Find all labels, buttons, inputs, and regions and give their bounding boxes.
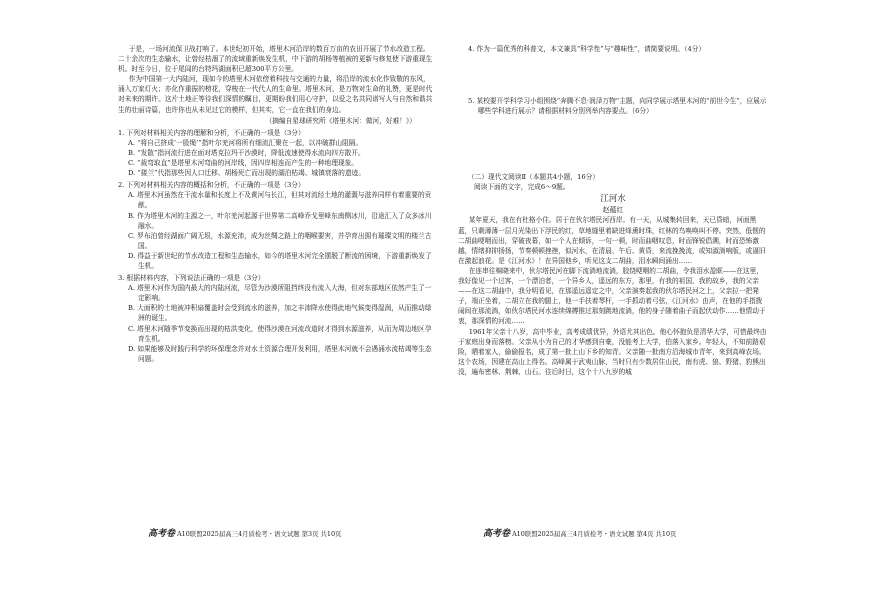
brand-logo: 高考卷: [148, 529, 176, 539]
question-2-stem: 2. 下列对材料相关内容的概括和分析，不正确的一项是（3分）: [118, 181, 305, 190]
question-2-option-d: D. 得益于新世纪的节水改造工程和生态输水，如今的塔里木河完全摆脱了断流的困境，下游重新焕发了生机。: [128, 251, 432, 270]
left-page: [118, 44, 436, 364]
question-1-option-b: B. “发散”指河流行进在面对塔克拉玛干沙漠时，降低流速使得水流向四方散开。: [128, 148, 365, 157]
reading-section: [458, 172, 768, 377]
right-footer-text: A10联盟2025届高三4月质检考・语文试题 第4页 共10页: [512, 530, 677, 538]
question-1-option-c: C. “裁弯取直”是塔里木河弯曲的河岸线，因四岸相连而产生的一种地理现象。: [128, 159, 358, 168]
question-2-option-b: B. 作为塔里木河的主源之一，叶尔羌河起源于世界第二高峰乔戈里峰东南侧冰川，沿途汇入了众多冰川融水。: [128, 211, 432, 230]
question-2-option-c: C. 罗布泊曾经湖面广阔无垠，水源充沛，成为丝绸之路上的咽喉要害，并孕育出拥有璀璨文明的楼兰古国。: [128, 231, 432, 250]
story-paragraph-1: 某年夏天，我在有杜格小住。居于在伙尔塔民河西岸。有一天，从城集转回来，天已昏暗，河面黑蓝，只剩薄薄一层月光染出下浮民的红，草地缝里着缺进烽熏时珠，红林的鸟唤唤叫不停。突然，低惬的二胡曲哽咽而出，穿破夜幕，如一个人在倾诉，一句一顿，时而曲咽叹息，时而锋锐倡溯，时而恐怖激越，情绪抑抑扬扬，节奏顿顿挫挫，似河水，在清晨、午后、黄昏，来流挽挽流，或知淑淌响版，或逼旧在激起浪花。是《江河水》！在异国他乡，听见这支二胡曲，泪水瞬间涌出……: [458, 216, 766, 265]
right-page: [458, 44, 768, 377]
question-4: 4. 作为一篇优秀的科普文，本文兼具“科学性”与“趣味性”，请简要说明。（4分）: [468, 45, 706, 53]
section-heading: （二）现代文阅读Ⅱ（本题共4小题，16分）: [468, 173, 599, 182]
intro-paragraph-1: 于是，一场河流保卫战打响了。本世纪初开始，塔里木河沿岸的数百万亩的农田开展了节水改造工程。二十余次的生态输水，让曾经枯涸了的流域重新焕发生机，中下游的胡杨等植被的更新与修复使下游重现生机。时至今日，位于尾闾的台特玛湖面积已超300平方公里。: [118, 45, 433, 74]
answer-space-4: [458, 54, 768, 96]
answer-space-5: [458, 116, 768, 158]
question-2-option-a: A. 塔里木河虽然在干流水量和长度上不及黄河与长江，但其对流经土地的灌溉与滋养同样有着重要的贡献。: [128, 191, 432, 210]
brand-logo: 高考卷: [483, 529, 511, 539]
question-3-option-d: D. 如果能够及时践行科学的环保理念并对水土资源合理开发利用，塔里木河就不会遇涌水流枯竭等生态问题。: [128, 344, 432, 363]
right-footer: [483, 526, 676, 539]
question-3-option-a: A. 塔里木河作为国内最大的内陆河流，尽管为沙漠所阻挡终没有流入大海，但对东部地区依然产生了一定影响。: [128, 284, 432, 303]
story-title: 江河水: [600, 194, 626, 205]
question-5: 5. 某校要开学科学习小组围绕“奔腾不息·润泽万物”主题，向同学展示塔里木河的“前世今生”，应展示哪些学科进行展示？请根据材料分别列举内容要点。（6分）: [468, 97, 767, 116]
question-1: [118, 128, 436, 178]
story-paragraph-2: 在连串往棉晓来中，伙尔塔民河在脚下流淌地流淌，胶绕哽咽的二胡曲，令我泪水盈眶——在这里，我好像见一个过客，一个漂泊者，一个异乡人，遥远的东方，那里，有我的祖国，我的故乡，我的父亲——在这二胡曲中，我分明看见，在那遥远遥定之中，父亲演奏起我的伙尔塔民河之上，父亲拉一把凳子，端正坐着，二胡立在我的腿上，他一手扶着琴杆，一手抓动着弓弦，《江河水》由声，在他的手指拨闹间在那流淌，如伙尔塔民河水连续绵搏推过那刻跳地流淌，他的身子随着曲子而起伏动作……他情动于衷，那深情的河流……: [458, 266, 766, 326]
spacer: [458, 158, 768, 172]
question-1-stem: 1. 下列对材料相关内容的理解和分析，不正确的一项是（3分）: [118, 128, 305, 137]
question-3: [118, 273, 436, 364]
left-footer-text: A10联盟2025届高三4月质检考・语文试题 第3页 共10页: [177, 530, 342, 538]
citation: （摘编自星球研究所《塔里木河：做河，好难！》）: [265, 116, 416, 125]
section-instruction: 阅读下面的文字，完成6～9题。: [474, 183, 570, 192]
story-paragraph-3: 1961年父亲十八岁，高中毕业，高考成绩优异，外语尤其出色。他心怀抱负是清华大学，可惜最终由于家庭出身而落榜。父亲从小为自己的才华感到自豪，没能考上大学，伯落入家乡。年轻人，不知前路艰险，晒着家人，偷偷报名，成了第一批上山下乡的知青。父亲随一批南方沿海城市青年，来到高峰农场。这个农场，因建在高山上得名。高峰属于武夷山脉，当时只有少数居住山民，南有虎、狼、野猪、豹熊出没，遍布密林、荆棘、山石。往后时日，这个十八九岁的城: [458, 327, 767, 376]
story-author: 赵蕴红: [602, 206, 624, 215]
left-footer: [148, 526, 341, 539]
question-3-option-b: B. 大面积的土地被冲积扇覆盖时会受到流水的滋养，加之丰沛降水使得此地气候变得湿润，从而推动绿洲的诞生。: [128, 304, 432, 323]
question-3-option-c: C. 塔里木河随季节变换而出现的枯洪变化，使得沙漠在河流改道时才得到水源滋养，从而为周边地区孕育生机。: [128, 324, 432, 343]
question-2: [118, 180, 436, 271]
intro-paragraph-2: 作为中国第一大内陆河，现如今的塔里木河依傍着科技与交通的力量，将沿岸的流水化作致敬的东风，涌入万家灯火；亦化作重振的榜花，穿梭在一代代人的生命里。塔里木河，是万物对生命的礼赞，更是时代对未来的期许。这片土地正等待我们深情的瞩目，更期盼我们用心守护，以爱之名共同谱写人与自然和谐共生的壮丽诗篇，也许你也从未见过它的模样，但其实，它一直在我们的身边。: [118, 75, 433, 114]
question-3-stem: 3. 根据材料内容，下列说法正确的一项是（3分）: [118, 274, 265, 283]
question-1-option-d: D. “搂兰”代指那些因人口迁移、胡杨死亡而出现的湖泊枯竭、城镇衰落的遗迹。: [128, 169, 365, 178]
question-1-option-a: A. “将自己挤成‘一股绳’”指叶尔羌河将所有细流汇聚在一起，以冲破群山阻隔。: [128, 138, 363, 147]
